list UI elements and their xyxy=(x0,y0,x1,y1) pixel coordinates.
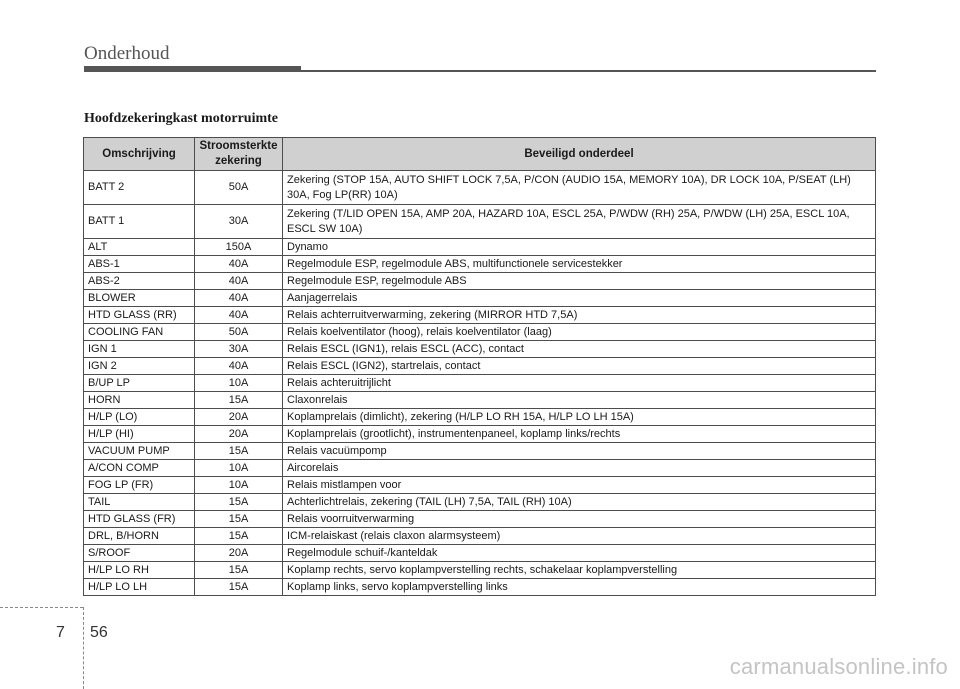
table-row xyxy=(84,409,876,426)
column-header-description: Omschrijving xyxy=(84,138,195,171)
protected-component-cell: Aanjagerrelais xyxy=(283,290,876,307)
fuse-name-cell: VACUUM PUMP xyxy=(84,443,195,460)
protected-component-cell: Relais achteruitrijlicht xyxy=(283,375,876,392)
fuse-rating-cell: 20A xyxy=(195,426,283,443)
fuse-rating-cell: 10A xyxy=(195,477,283,494)
fuse-rating-cell: 40A xyxy=(195,358,283,375)
fuse-rating-cell: 30A xyxy=(195,341,283,358)
fuse-name-cell: ALT xyxy=(84,239,195,256)
table-row xyxy=(84,562,876,579)
fuse-name-cell: FOG LP (FR) xyxy=(84,477,195,494)
fuse-name-cell: H/LP LO RH xyxy=(84,562,195,579)
fuse-rating-cell: 50A xyxy=(195,171,283,205)
table-row xyxy=(84,290,876,307)
header-rule-thick xyxy=(84,66,301,72)
fuse-name-cell: A/CON COMP xyxy=(84,460,195,477)
fuse-name-cell: ABS-1 xyxy=(84,256,195,273)
protected-component-cell: Relais voorruitverwarming xyxy=(283,511,876,528)
fuse-rating-cell: 40A xyxy=(195,256,283,273)
fuse-name-cell: S/ROOF xyxy=(84,545,195,562)
fuse-rating-cell: 40A xyxy=(195,307,283,324)
table-row xyxy=(84,545,876,562)
protected-component-cell: Relais ESCL (IGN1), relais ESCL (ACC), contact xyxy=(283,341,876,358)
fuse-name-cell: IGN 1 xyxy=(84,341,195,358)
fuse-name-cell: HTD GLASS (FR) xyxy=(84,511,195,528)
protected-component-cell: Regelmodule ESP, regelmodule ABS xyxy=(283,273,876,290)
fuse-rating-cell: 15A xyxy=(195,562,283,579)
protected-component-cell: Regelmodule schuif-/kanteldak xyxy=(283,545,876,562)
fuse-rating-cell: 10A xyxy=(195,460,283,477)
table-row xyxy=(84,477,876,494)
table-header-row xyxy=(84,138,876,171)
fuse-rating-cell: 15A xyxy=(195,511,283,528)
fuse-name-cell: BATT 1 xyxy=(84,205,195,239)
fuse-name-cell: HTD GLASS (RR) xyxy=(84,307,195,324)
table-row xyxy=(84,579,876,596)
protected-component-cell: ICM-relaiskast (relais claxon alarmsysteem) xyxy=(283,528,876,545)
column-header-rating: Stroomsterkte zekering xyxy=(195,138,283,171)
table-row xyxy=(84,443,876,460)
protected-component-cell: Achterlichtrelais, zekering (TAIL (LH) 7,5A, TAIL (RH) 10A) xyxy=(283,494,876,511)
protected-component-cell: Koplamp rechts, servo koplampverstelling rechts, schakelaar koplampverstelling xyxy=(283,562,876,579)
fuse-rating-cell: 20A xyxy=(195,409,283,426)
table-row xyxy=(84,324,876,341)
fuse-rating-cell: 15A xyxy=(195,494,283,511)
fuse-name-cell: IGN 2 xyxy=(84,358,195,375)
fuse-name-cell: DRL, B/HORN xyxy=(84,528,195,545)
fuse-name-cell: H/LP (LO) xyxy=(84,409,195,426)
table-row xyxy=(84,205,876,239)
protected-component-cell: Regelmodule ESP, regelmodule ABS, multifunctionele servicestekker xyxy=(283,256,876,273)
fuse-name-cell: TAIL xyxy=(84,494,195,511)
watermark-text: carmanualsonline.info xyxy=(729,654,948,679)
table-row xyxy=(84,171,876,205)
protected-component-cell: Relais mistlampen voor xyxy=(283,477,876,494)
fuse-rating-cell: 150A xyxy=(195,239,283,256)
protected-component-cell: Claxonrelais xyxy=(283,392,876,409)
protected-component-cell: Relais koelventilator (hoog), relais koelventilator (laag) xyxy=(283,324,876,341)
fuse-rating-cell: 40A xyxy=(195,290,283,307)
protected-component-cell: Relais ESCL (IGN2), startrelais, contact xyxy=(283,358,876,375)
section-heading: Hoofdzekeringkast motorruimte xyxy=(84,111,279,126)
table-body xyxy=(84,171,876,596)
protected-component-cell: Zekering (STOP 15A, AUTO SHIFT LOCK 7,5A, P/CON (AUDIO 15A, MEMORY 10A), DR LOCK 10A, P/SEAT (LH) 30A, Fog LP(RR) 10A) xyxy=(283,171,876,205)
page-number: 56 xyxy=(90,624,108,641)
table-row xyxy=(84,307,876,324)
fuse-rating-cell: 20A xyxy=(195,545,283,562)
fuse-rating-cell: 10A xyxy=(195,375,283,392)
table-row xyxy=(84,341,876,358)
protected-component-cell: Koplamp links, servo koplampverstelling links xyxy=(283,579,876,596)
header-rule-thin xyxy=(301,70,876,72)
chapter-title: Onderhoud xyxy=(84,43,170,64)
fuse-name-cell: COOLING FAN xyxy=(84,324,195,341)
footer-rule-horizontal xyxy=(0,607,83,608)
protected-component-cell: Dynamo xyxy=(283,239,876,256)
fuse-rating-cell: 15A xyxy=(195,528,283,545)
table-row xyxy=(84,375,876,392)
fuse-rating-cell: 50A xyxy=(195,324,283,341)
footer-rule-vertical xyxy=(83,607,84,689)
fuse-name-cell: H/LP LO LH xyxy=(84,579,195,596)
fuse-rating-cell: 30A xyxy=(195,205,283,239)
fuse-name-cell: BATT 2 xyxy=(84,171,195,205)
fuse-rating-cell: 15A xyxy=(195,579,283,596)
table-row xyxy=(84,392,876,409)
fuse-name-cell: B/UP LP xyxy=(84,375,195,392)
protected-component-cell: Koplamprelais (dimlicht), zekering (H/LP LO RH 15A, H/LP LO LH 15A) xyxy=(283,409,876,426)
page-chapter-number: 7 xyxy=(56,624,65,641)
table-row xyxy=(84,494,876,511)
protected-component-cell: Relais vacuümpomp xyxy=(283,443,876,460)
table-row xyxy=(84,460,876,477)
table-row xyxy=(84,273,876,290)
table-row xyxy=(84,239,876,256)
column-header-protected: Beveiligd onderdeel xyxy=(283,138,876,171)
fuse-rating-cell: 40A xyxy=(195,273,283,290)
protected-component-cell: Koplamprelais (grootlicht), instrumentenpaneel, koplamp links/rechts xyxy=(283,426,876,443)
fuse-name-cell: HORN xyxy=(84,392,195,409)
fuse-name-cell: BLOWER xyxy=(84,290,195,307)
fuse-name-cell: H/LP (HI) xyxy=(84,426,195,443)
table-row xyxy=(84,528,876,545)
table-row xyxy=(84,511,876,528)
table-row xyxy=(84,426,876,443)
protected-component-cell: Aircorelais xyxy=(283,460,876,477)
fuse-rating-cell: 15A xyxy=(195,392,283,409)
fuse-rating-cell: 15A xyxy=(195,443,283,460)
fuse-name-cell: ABS-2 xyxy=(84,273,195,290)
protected-component-cell: Zekering (T/LID OPEN 15A, AMP 20A, HAZARD 10A, ESCL 25A, P/WDW (RH) 25A, P/WDW (LH) 25A, ESCL 10A, ESCL SW 10A) xyxy=(283,205,876,239)
protected-component-cell: Relais achterruitverwarming, zekering (MIRROR HTD 7,5A) xyxy=(283,307,876,324)
fuse-table xyxy=(83,137,876,596)
table-row xyxy=(84,256,876,273)
table-row xyxy=(84,358,876,375)
